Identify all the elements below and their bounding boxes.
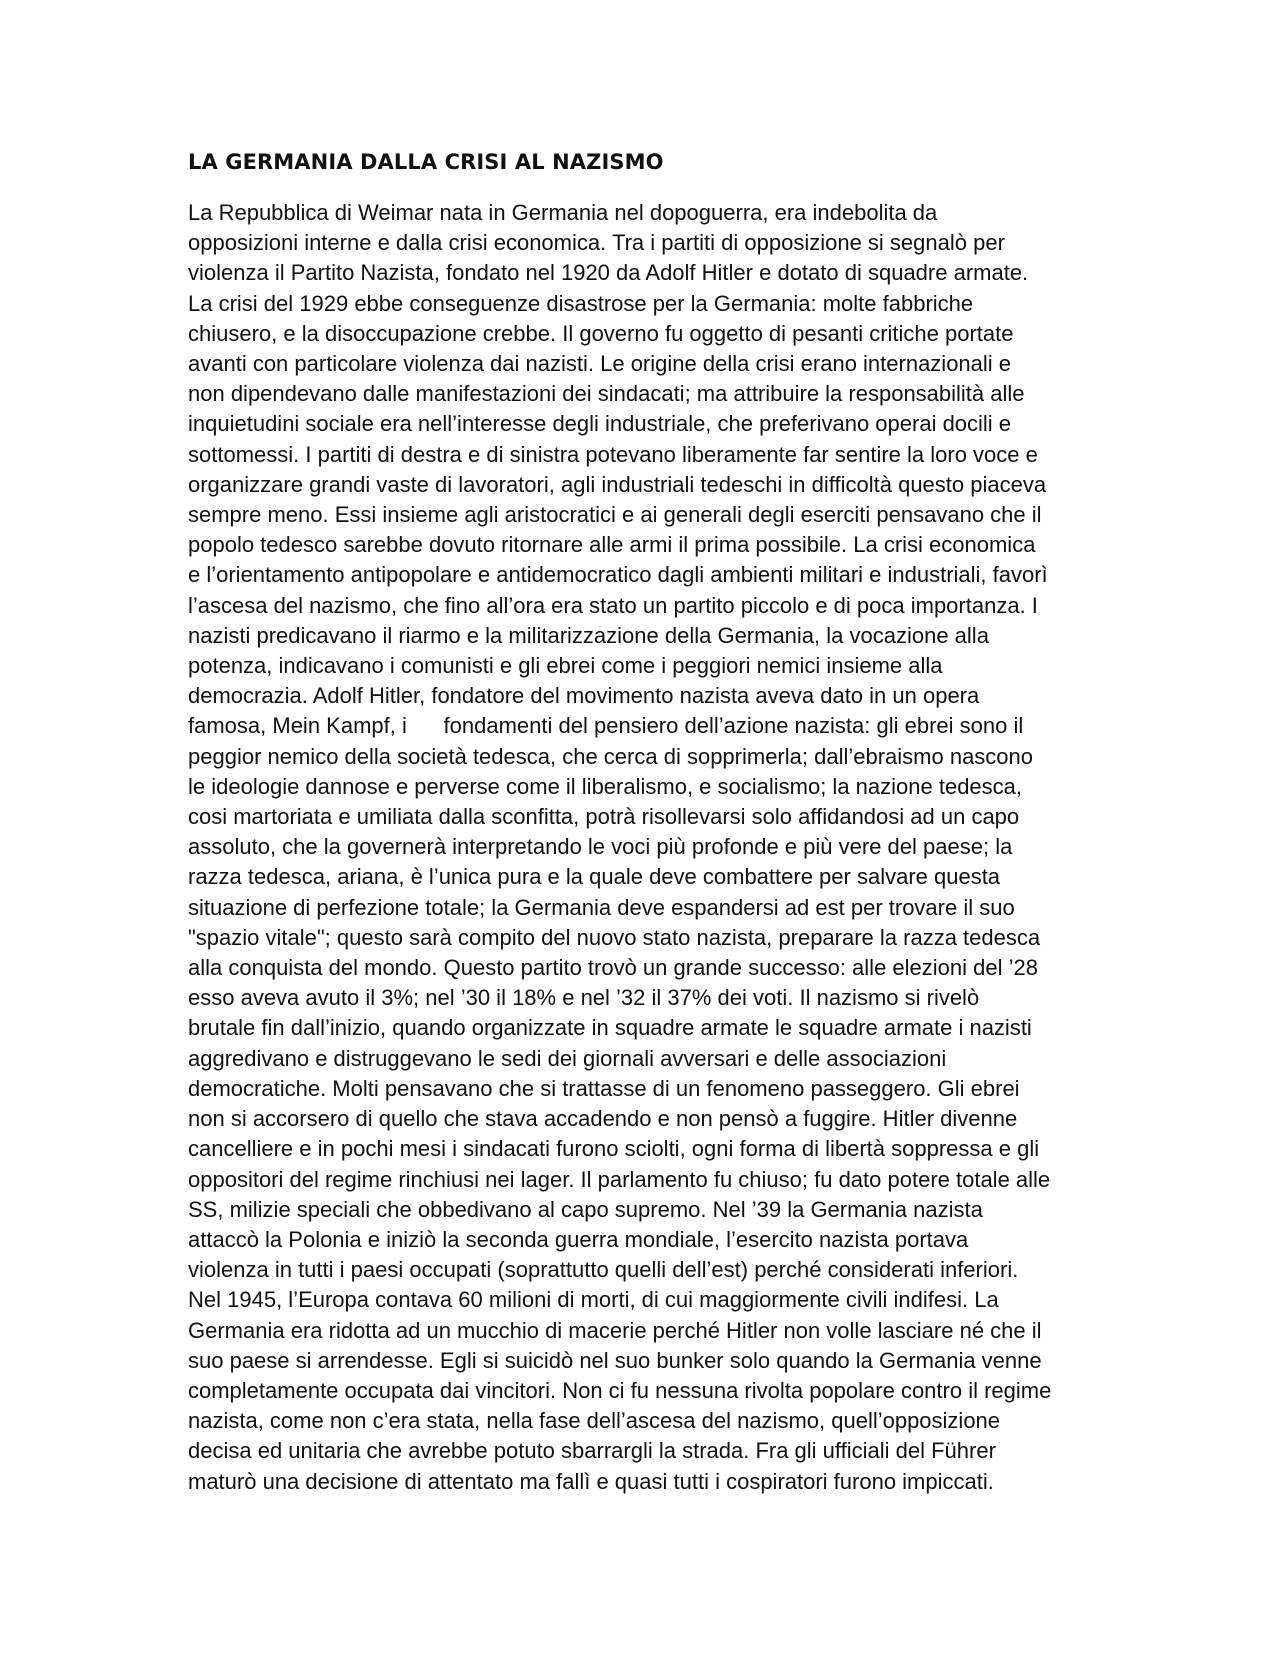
body-line: cosi martoriata e umiliata dalla sconfitta, potrà risollevarsi solo affidandosi ad un capo xyxy=(188,804,1020,830)
body-line: popolo tedesco sarebbe dovuto ritornare alle armi il prima possibile. La crisi economica xyxy=(188,532,1036,558)
body-line: esso aveva avuto il 3%; nel ’30 il 18% e nel ’32 il 37% dei voti. Il nazismo si rivelò xyxy=(188,985,980,1011)
document-title: LA GERMANIA DALLA CRISI AL NAZISMO xyxy=(188,150,664,174)
body-line: chiusero, e la disoccupazione crebbe. Il governo fu oggetto di pesanti critiche portate xyxy=(188,320,1014,346)
body-line: razza tedesca, ariana, è l’unica pura e la quale deve combattere per salvare questa xyxy=(188,864,1001,890)
body-line: democrazia. Adolf Hitler, fondatore del movimento nazista aveva dato in un opera xyxy=(188,683,980,709)
body-line: maturò una decisione di attentato ma fallì e quasi tutti i cospiratori furono impiccati. xyxy=(188,1468,994,1494)
body-line: sottomessi. I partiti di destra e di sinistra potevano liberamente far sentire la loro voce e xyxy=(188,441,1038,467)
body-line: nazisti predicavano il riarmo e la militarizzazione della Germania, la vocazione alla xyxy=(188,622,989,648)
body-line: potenza, indicavano i comunisti e gli ebrei come i peggiori nemici insieme alla xyxy=(188,653,943,679)
body-line: violenza il Partito Nazista, fondato nel 1920 da Adolf Hitler e dotato di squadre armate. xyxy=(188,260,1029,286)
body-line: l’ascesa del nazismo, che fino all’ora era stato un partito piccolo e di poca importanza. I xyxy=(188,592,1038,618)
body-line: famosa, Mein Kampf, i fondamenti del pensiero dell’azione nazista: gli ebrei sono il xyxy=(188,713,1024,739)
body-line: alla conquista del mondo. Questo partito trovò un grande successo: alle elezioni del ’28 xyxy=(188,955,1038,981)
body-line: aggredivano e distruggevano le sedi dei giornali avversari e delle associazioni xyxy=(188,1045,947,1071)
body-line: organizzare grandi vaste di lavoratori, agli industriali tedeschi in difficoltà questo piaceva xyxy=(188,471,1047,497)
body-line: La crisi del 1929 ebbe conseguenze disastrose per la Germania: molte fabbriche xyxy=(188,290,974,316)
body-line: peggior nemico della società tedesca, che cerca di sopprimerla; dall’ebraismo nascono xyxy=(188,743,1034,769)
body-line: le ideologie dannose e perverse come il liberalismo, e socialismo; la nazione tedesca, xyxy=(188,773,1023,799)
body-line: avanti con particolare violenza dai nazisti. Le origine della crisi erano internazionali e xyxy=(188,351,1012,377)
body-line: cancelliere e in pochi mesi i sindacati furono sciolti, ogni forma di libertà soppressa e gli xyxy=(188,1136,1040,1162)
body-line: e l’orientamento antipopolare e antidemocratico dagli ambienti militari e industriali, favorì xyxy=(188,562,1048,588)
body-line: assoluto, che la governerà interpretando le voci più profonde e più vere del paese; la xyxy=(188,834,1013,860)
body-line: "spazio vitale"; questo sarà compito del nuovo stato nazista, preparare la razza tedesca xyxy=(188,924,1041,950)
body-line: decisa ed unitaria che avrebbe potuto sbarrargli la strada. Fra gli ufficiali del Führer xyxy=(188,1438,996,1464)
body-line: violenza in tutti i paesi occupati (soprattutto quelli dell’est) perché considerati inferiori. xyxy=(188,1257,1019,1283)
body-line: non dipendevano dalle manifestazioni dei sindacati; ma attribuire la responsabilità alle xyxy=(188,381,1025,407)
body-line: completamente occupata dai vincitori. Non ci fu nessuna rivolta popolare contro il regime xyxy=(188,1377,1052,1403)
body-line: oppositori del regime rinchiusi nei lager. Il parlamento fu chiuso; fu dato potere totale alle xyxy=(188,1166,1051,1192)
body-line: Germania era ridotta ad un mucchio di macerie perché Hitler non volle lasciare né che il xyxy=(188,1317,1042,1343)
body-line: democratiche. Molti pensavano che si trattasse di un fenomeno passeggero. Gli ebrei xyxy=(188,1075,1020,1101)
body-line: brutale fin dall’inizio, quando organizzate in squadre armate le squadre armate i nazisti xyxy=(188,1015,1032,1041)
body-line: non si accorsero di quello che stava accadendo e non pensò a fuggire. Hitler divenne xyxy=(188,1106,1018,1132)
body-line: Nel 1945, l’Europa contava 60 milioni di morti, di cui maggiormente civili indifesi. La xyxy=(188,1287,999,1313)
document-body xyxy=(188,198,1108,1497)
body-line: nazista, come non c’era stata, nella fase dell’ascesa del nazismo, quell’opposizione xyxy=(188,1408,1001,1434)
body-line: attaccò la Polonia e iniziò la seconda guerra mondiale, l’esercito nazista portava xyxy=(188,1226,969,1252)
body-line: La Repubblica di Weimar nata in Germania nel dopoguerra, era indebolita da xyxy=(188,200,938,225)
body-line: inquietudini sociale era nell’interesse degli industriale, che preferivano operai docili e xyxy=(188,411,1012,437)
body-line: sempre meno. Essi insieme agli aristocratici e ai generali degli eserciti pensavano che il xyxy=(188,502,1042,528)
body-line: SS, milizie speciali che obbedivano al capo supremo. Nel ’39 la Germania nazista xyxy=(188,1196,983,1222)
body-line: situazione di perfezione totale; la Germania deve espandersi ad est per trovare il suo xyxy=(188,894,1015,920)
body-line: suo paese si arrendesse. Egli si suicidò nel suo bunker solo quando la Germania venne xyxy=(188,1347,1042,1373)
body-line: opposizioni interne e dalla crisi economica. Tra i partiti di opposizione si segnalò per xyxy=(188,230,1005,256)
